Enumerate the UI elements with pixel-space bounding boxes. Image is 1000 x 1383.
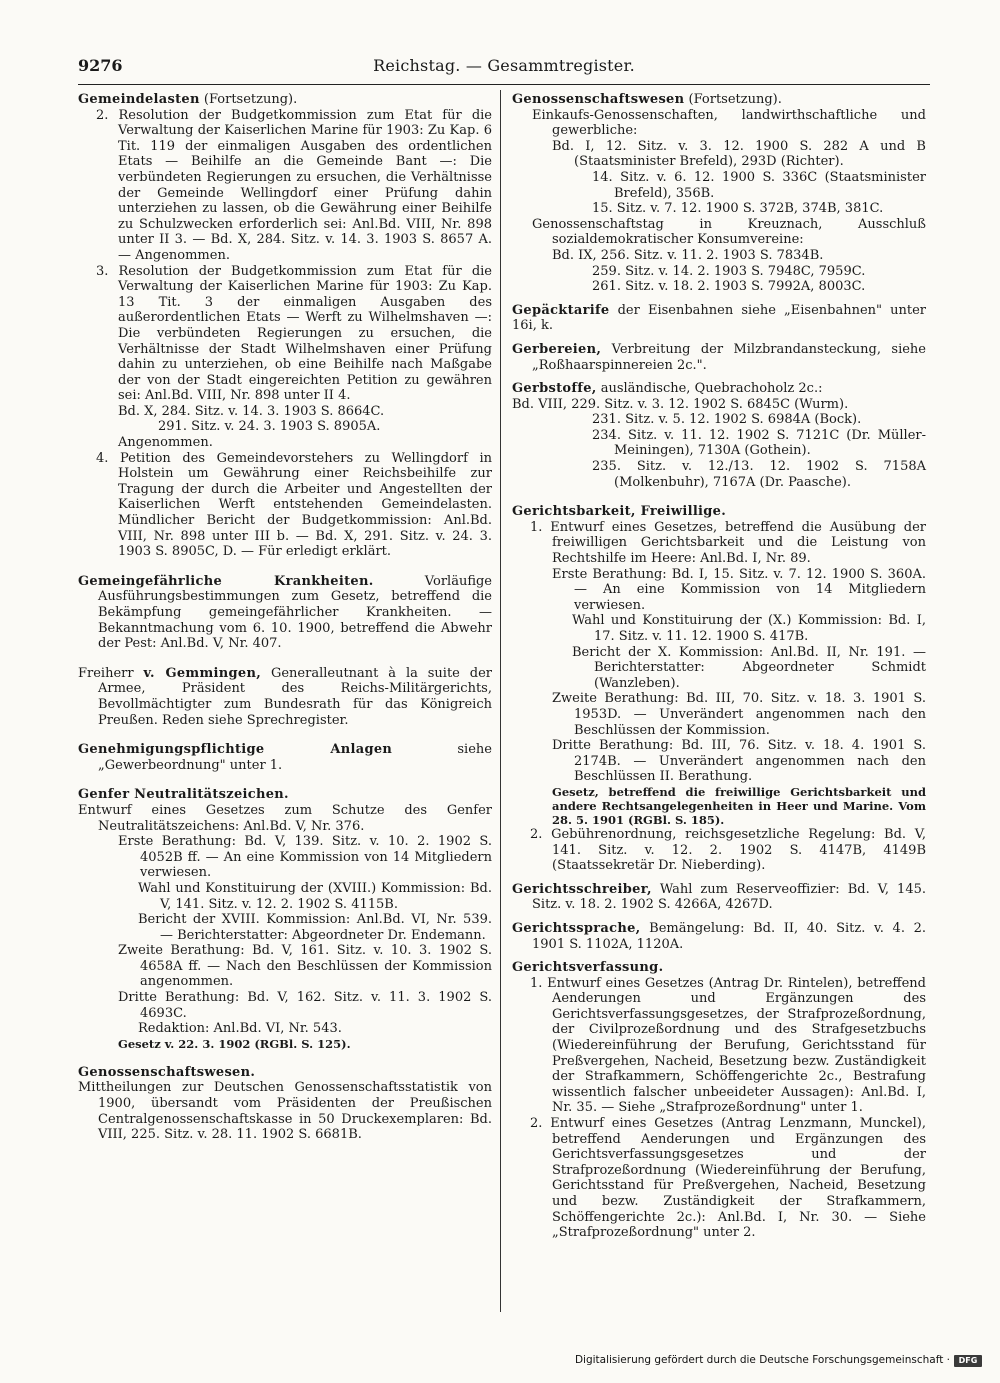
entry-heading: Gerichtsverfassung. xyxy=(512,960,664,976)
entry-heading: Genehmigungspflichtige Anlagen xyxy=(78,742,393,758)
entry-heading: Gemeindelasten xyxy=(78,92,200,107)
entry-gerichtsverfassung: Gerichtsverfassung. 1. Entwurf eines Gesetzes (Antrag Dr. Rintelen), betreffend Aenderungen und Ergänzungen des Gerichtsverfassungsgesetzes, der Strafprozeßordnung, der Civilprozeßordnung und des Strafgesetzbuchs (Wiedereinführung der Berufung, Gerichtsstand für Preßvergehen, Nacheid, Besetzung bezw. Zuständigkeit der Strafkammern, Schöffengerichte 2c., Bestrafung wissentlich falscher unbeeideter Aussagen): Anl.Bd. I, Nr. 35. — Siehe „Strafprozeßordnung" unter 1. 2. Entwurf eines Gesetzes (Antrag Lenzmann, Munckel), betreffend Aenderungen und Ergänzungen des Gerichtsverfassungsgesetzes und der Strafprozeßordnung (Wiedereinführung der Berufung, Gerichtsstand für Preßvergehen, Nacheid, Besetzung und bezw. Zuständigkeit der Strafkammern, Schöffengerichte 2c.): Anl.Bd. I, Nr. 30. — Siehe „Strafprozeßordnung" unter 2. xyxy=(512,960,926,1241)
entry-genehmigungspflichtige-anlagen: Genehmigungspflichtige Anlagen siehe „Gewerbeordnung" unter 1. xyxy=(78,742,492,773)
entry-gerichtssprache: Gerichtssprache, Bemängelung: Bd. II, 40. Sitz. v. 4. 2. 1901 S. 1102A, 1120A. xyxy=(512,920,926,952)
page-number: 9276 xyxy=(78,56,123,75)
entry-gemeingefaehrliche-krankheiten: Gemeingefährliche Krankheiten. Vorläufige Ausführungsbestimmungen zum Gesetz, betreffend die Bekämpfung gemeingefährlicher Krankheiten. — Bekanntmachung vom 6. 10. 1900, betreffend die Abwehr der Pest: Anl.Bd. V, Nr. 407. xyxy=(78,573,492,652)
item-4: 4. Petition des Gemeindevorstehers zu Wellingdorf in Holstein um Gewährung einer Reichsbeihilfe zur Tragung der durch die Arbeiter und Angestellten der Kaiserlichen Werft entstehenden Gemeindelasten. Mündlicher Bericht der Budgetkommission: Anl.Bd. VIII, Nr. 898 unter III b. — Bd. X, 291. Sitz. v. 24. 3. 1903 S. 8905C, D. — Für erledigt erklärt. xyxy=(96,450,492,560)
entry-gemeindelasten: Gemeindelasten (Fortsetzung). 2. Resolution der Budgetkommission zum Etat für die Verwaltung der Kaiserlichen Marine für 1903: Zu Kap. 6 Tit. 119 der einmaligen Ausgaben des ordentlichen Etats — Beihilfe an die Gemeinde Bant —: Die verbündeten Regierungen zu ersuchen, die Verhältnisse der Gemeinde Wellingdorf einer Prüfung dahin unterziehen zu lassen, ob die Gewährung einer Beihilfe zu Schulzwecken erforderlich sei: Anl.Bd. VIII, Nr. 898 unter II 3. — Bd. X, 284. Sitz. v. 14. 3. 1903 S. 8657 A. — Angenommen. 3. Resolution der Budgetkommission zum Etat für die Verwaltung der Kaiserlichen Marine für 1903: Zu Kap. 13 Tit. 3 der einmaligen Ausgaben des außerordentlichen Etats — Werft zu Wilhelmshaven —: Die verbündeten Regierungen zu ersuchen, die Verhältnisse der Stadt Wilhelmshaven einer Prüfung dahin zu unterziehen, ob eine Beihilfe nach Maßgabe der von der Stadt eingereichten Petition zu gewähren sei: Anl.Bd. VIII, Nr. 898 unter II 4. Bd. X, 284. Sitz. v. 14. 3. 1903 S. 8664C. 291. Sitz. v. 24. 3. 1903 S. 8905A. Angenommen. 4. Petition des Gemeindevorstehers zu Wellingdorf in Holstein um Gewährung einer Reichsbeihilfe zur Tragung der durch die Arbeiter und Angestellten der Kaiserlichen Werft entstehenden Gemeindelasten. Mündlicher Bericht der Budgetkommission: Anl.Bd. VIII, Nr. 898 unter III b. — Bd. X, 291. Sitz. v. 24. 3. 1903 S. 8905C, D. — Für erledigt erklärt. xyxy=(78,92,492,560)
entry-heading: Gerichtsschreiber, xyxy=(512,881,652,897)
entry-heading: Genfer Neutralitätszeichen. xyxy=(78,787,289,803)
entry-heading: Genossenschaftswesen xyxy=(512,92,685,107)
entry-gepaecktarife: Gepäcktarife der Eisenbahnen siehe „Eisenbahnen" unter 16i, k. xyxy=(512,302,926,334)
entry-heading: Gemeingefährliche Krankheiten. xyxy=(78,573,374,589)
entry-heading: Gepäcktarife xyxy=(512,302,610,318)
law-reference: Gesetz, betreffend die freiwillige Gerichtsbarkeit und andere Rechtsangelegenheiten in Heer und Marine. Vom 28. 5. 1901 (RGBl. S. 185). xyxy=(552,784,926,827)
entry-heading: Gerichtsbarkeit, Freiwillige. xyxy=(512,504,727,520)
dfg-logo: DFG xyxy=(954,1355,982,1367)
entry-heading: v. Gemmingen, xyxy=(143,665,262,681)
item-3-ref-b: 291. Sitz. v. 24. 3. 1903 S. 8905A. xyxy=(158,419,381,435)
item-3-result: Angenommen. xyxy=(118,435,213,451)
entry-heading: Gerichtssprache, xyxy=(512,920,641,936)
entry-genossenschaftswesen-cont: Genossenschaftswesen (Fortsetzung). Einkaufs-Genossenschaften, landwirthschaftliche und gewerbliche: Bd. I, 12. Sitz. v. 3. 12. 1900 S. 282 A und B (Staatsminister Brefeld), 293D (Richter). 14. Sitz. v. 6. 12. 1900 S. 336C (Staatsminister Brefeld), 356B. 15. Sitz. v. 7. 12. 1900 S. 372B, 374B, 381C. Genossenschaftstag in Kreuznach, Ausschluß sozialdemokratischer Konsumvereine: Bd. IX, 256. Sitz. v. 11. 2. 1903 S. 7834B. 259. Sitz. v. 14. 2. 1903 S. 7948C, 7959C. 261. Sitz. v. 18. 2. 1903 S. 7992A, 8003C. xyxy=(512,92,926,295)
entry-gerbstoffe: Gerbstoffe, ausländische, Quebrachoholz 2c.: Bd. VIII, 229. Sitz. v. 3. 12. 1902 S. 6845C (Wurm). 231. Sitz. v. 5. 12. 1902 S. 6984A (Bock). 234. Sitz. v. 11. 12. 1902 S. 7121C (Dr. Müller-Meiningen), 7130A (Gothein). 235. Sitz. v. 12./13. 12. 1902 S. 7158A (Molkenbuhr), 7167A (Dr. Paasche). xyxy=(512,381,926,490)
entry-genossenschaftswesen: Genossenschaftswesen. Mittheilungen zur Deutschen Genossenschaftsstatistik von 1900, übersandt vom Präsidenten der Preußischen Centralgenossenschaftskasse in 50 Druckexemplaren: Bd. VIII, 225. Sitz. v. 28. 11. 1902 S. 6681B. xyxy=(78,1064,492,1143)
entry-heading: Gerbereien, xyxy=(512,341,602,357)
entry-genfer-neutralitaetszeichen: Genfer Neutralitätszeichen. Entwurf eines Gesetzes zum Schutze des Genfer Neutralitätszeichens: Anl.Bd. V, Nr. 376. Erste Berathung: Bd. V, 139. Sitz. v. 10. 2. 1902 S. 4052B ff. — An eine Kommission von 14 Mitgliedern verwiesen. Wahl und Konstituirung der (XVIII.) Kommission: Bd. V, 141. Sitz. v. 12. 2. 1902 S. 4115B. Bericht der XVIII. Kommission: Anl.Bd. VI, Nr. 539. — Berichterstatter: Abgeordneter Dr. Endemann. Zweite Berathung: Bd. V, 161. Sitz. v. 10. 3. 1902 S. 4658A ff. — Nach den Beschlüssen der Kommission angenommen. Dritte Berathung: Bd. V, 162. Sitz. v. 11. 3. 1902 S. 4693C. Redaktion: Anl.Bd. VI, Nr. 543. Gesetz v. 22. 3. 1902 (RGBl. S. 125). xyxy=(78,787,492,1051)
entry-heading: Genossenschaftswesen. xyxy=(78,1064,256,1080)
page-header xyxy=(78,58,930,78)
footer-credit: Digitalisierung gefördert durch die Deutsche Forschungsgemeinschaft · xyxy=(574,1354,950,1367)
column-divider xyxy=(500,90,501,1312)
law-reference: Gesetz v. 22. 3. 1902 (RGBl. S. 125). xyxy=(118,1036,351,1051)
footer xyxy=(575,1353,982,1369)
entry-gemmingen: Freiherr v. Gemmingen, Generalleutnant à la suite der Armee, Präsident des Reichs-Militärgerichts, Bevollmächtigter zum Bundesrath für das Königreich Preußen. Reden siehe Sprechregister. xyxy=(78,665,492,728)
item-2: 2. Resolution der Budgetkommission zum Etat für die Verwaltung der Kaiserlichen Marine für 1903: Zu Kap. 6 Tit. 119 der einmaligen Ausgaben des ordentlichen Etats — Beihilfe an die Gemeinde Bant —: Die verbündeten Regierungen zu ersuchen, die Verhältnisse der Gemeinde Wellingdorf einer Prüfung dahin unterziehen zu lassen, ob die Gewährung einer Beihilfe zu Schulzwecken erforderlich sei: Anl.Bd. VIII, Nr. 898 unter II 3. — Bd. X, 284. Sitz. v. 14. 3. 1903 S. 8657 A. — Angenommen. xyxy=(96,107,492,263)
header-rule xyxy=(78,84,930,85)
entry-gerichtsbarkeit: Gerichtsbarkeit, Freiwillige. 1. Entwurf eines Gesetzes, betreffend die Ausübung der freiwilligen Gerichtsbarkeit und die Leistung von Rechtshilfe im Heere: Anl.Bd. I, Nr. 89. Erste Berathung: Bd. I, 15. Sitz. v. 7. 12. 1900 S. 360A. — An eine Kommission von 14 Mitgliedern verwiesen. Wahl und Konstituirung der (X.) Kommission: Bd. I, 17. Sitz. v. 11. 12. 1900 S. 417B. Bericht der X. Kommission: Anl.Bd. II, Nr. 191. — Berichterstatter: Abgeordneter Schmidt (Wanzleben). Zweite Berathung: Bd. III, 70. Sitz. v. 18. 3. 1901 S. 1953D. — Unverändert angenommen nach den Beschlüssen der Kommission. Dritte Berathung: Bd. III, 76. Sitz. v. 18. 4. 1901 S. 2174B. — Unverändert angenommen nach den Beschlüssen II. Berathung. Gesetz, betreffend die freiwillige Gerichtsbarkeit und andere Rechtsangelegenheiten in Heer und Marine. Vom 28. 5. 1901 (RGBl. S. 185). 2. Gebührenordnung, reichsgesetzliche Regelung: Bd. V, 141. Sitz. v. 12. 2. 1902 S. 4147B, 4149B (Staatssekretär Dr. Nieberding). xyxy=(512,504,926,874)
entry-gerichtsschreiber: Gerichtsschreiber, Wahl zum Reserveoffizier: Bd. V, 145. Sitz. v. 18. 2. 1902 S. 4266A, 4267D. xyxy=(512,881,926,913)
left-column xyxy=(78,92,492,1143)
item-3-ref-a: Bd. X, 284. Sitz. v. 14. 3. 1903 S. 8664C. xyxy=(118,403,385,419)
entry-heading: Gerbstoffe, xyxy=(512,381,597,397)
item-3: 3. Resolution der Budgetkommission zum Etat für die Verwaltung der Kaiserlichen Marine für 1903: Zu Kap. 13 Tit. 3 der einmaligen Ausgaben des außerordentlichen Etats — Werft zu Wilhelmshaven —: Die verbündeten Regierungen zu ersuchen, die Verhältnisse der Stadt Wilhelmshaven einer Prüfung dahin zu unterziehen, ob eine Beihilfe nach Maßgabe der von der Stadt eingereichten Petition zu gewähren sei: Anl.Bd. VIII, Nr. 898 unter II 4. xyxy=(96,263,492,404)
entry-gerbereien: Gerbereien, Verbreitung der Milzbrandansteckung, siehe „Roßhaarspinnereien 2c.". xyxy=(512,341,926,373)
page-title: Reichstag. — Gesammtregister. xyxy=(373,56,635,75)
right-column xyxy=(512,92,926,1241)
